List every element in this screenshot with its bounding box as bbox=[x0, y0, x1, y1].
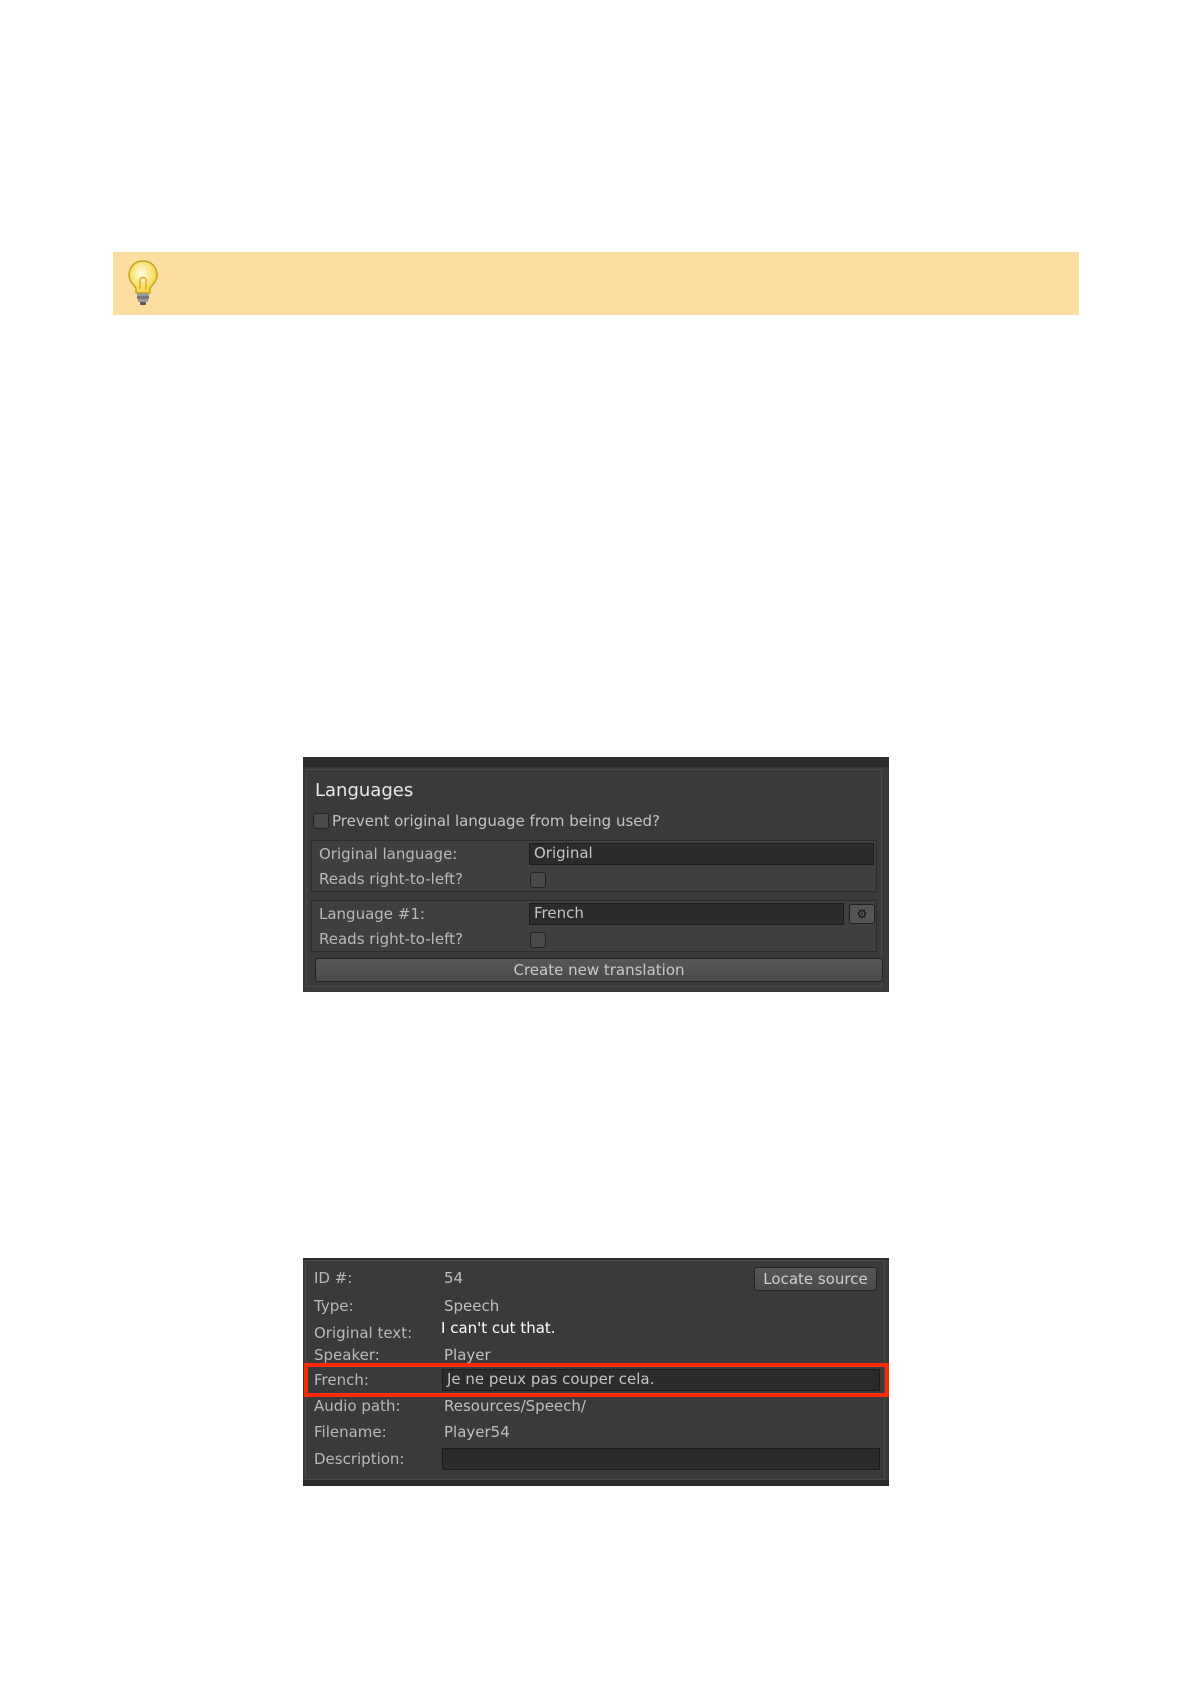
type-value: Speech bbox=[444, 1297, 500, 1315]
original-language-label: Original language: bbox=[319, 845, 458, 863]
description-label: Description: bbox=[314, 1450, 405, 1468]
french-label: French: bbox=[314, 1371, 369, 1389]
prevent-original-label: Prevent original language from being used? bbox=[332, 812, 660, 830]
french-translation-field[interactable]: Je ne peux pas couper cela. bbox=[442, 1369, 880, 1391]
speaker-value: Player bbox=[444, 1346, 491, 1364]
french-highlight-box bbox=[304, 1363, 889, 1397]
language1-label: Language #1: bbox=[319, 905, 425, 923]
language1-field[interactable]: French bbox=[529, 903, 844, 925]
original-text-label: Original text: bbox=[314, 1324, 413, 1342]
speaker-label: Speaker: bbox=[314, 1346, 380, 1364]
prevent-original-checkbox[interactable] bbox=[313, 813, 329, 829]
original-text-value: I can't cut that. bbox=[441, 1319, 556, 1337]
language1-group bbox=[311, 900, 877, 952]
language1-rtl-checkbox[interactable] bbox=[530, 932, 546, 948]
type-label: Type: bbox=[314, 1297, 354, 1315]
languages-section bbox=[306, 769, 882, 987]
speech-line-panel bbox=[303, 1258, 889, 1486]
speech-line-section bbox=[305, 1260, 885, 1480]
lightbulb-icon bbox=[127, 259, 159, 307]
tip-box bbox=[113, 252, 1079, 315]
gear-icon: ⚙ bbox=[856, 907, 868, 921]
languages-title: Languages bbox=[315, 780, 414, 801]
original-rtl-checkbox[interactable] bbox=[530, 872, 546, 888]
create-translation-button[interactable]: Create new translation bbox=[315, 958, 883, 982]
audio-path-label: Audio path: bbox=[314, 1397, 401, 1415]
id-label: ID #: bbox=[314, 1269, 353, 1287]
filename-value: Player54 bbox=[444, 1423, 510, 1441]
original-rtl-label: Reads right-to-left? bbox=[319, 870, 463, 888]
audio-path-value: Resources/Speech/ bbox=[444, 1397, 586, 1415]
description-field[interactable] bbox=[442, 1448, 880, 1470]
language1-settings-button[interactable] bbox=[849, 904, 875, 924]
languages-panel bbox=[303, 757, 889, 992]
original-language-group bbox=[311, 840, 877, 892]
language1-rtl-label: Reads right-to-left? bbox=[319, 930, 463, 948]
original-language-field[interactable]: Original bbox=[529, 843, 874, 865]
locate-source-button[interactable]: Locate source bbox=[754, 1267, 877, 1291]
id-value: 54 bbox=[444, 1269, 464, 1287]
filename-label: Filename: bbox=[314, 1423, 387, 1441]
